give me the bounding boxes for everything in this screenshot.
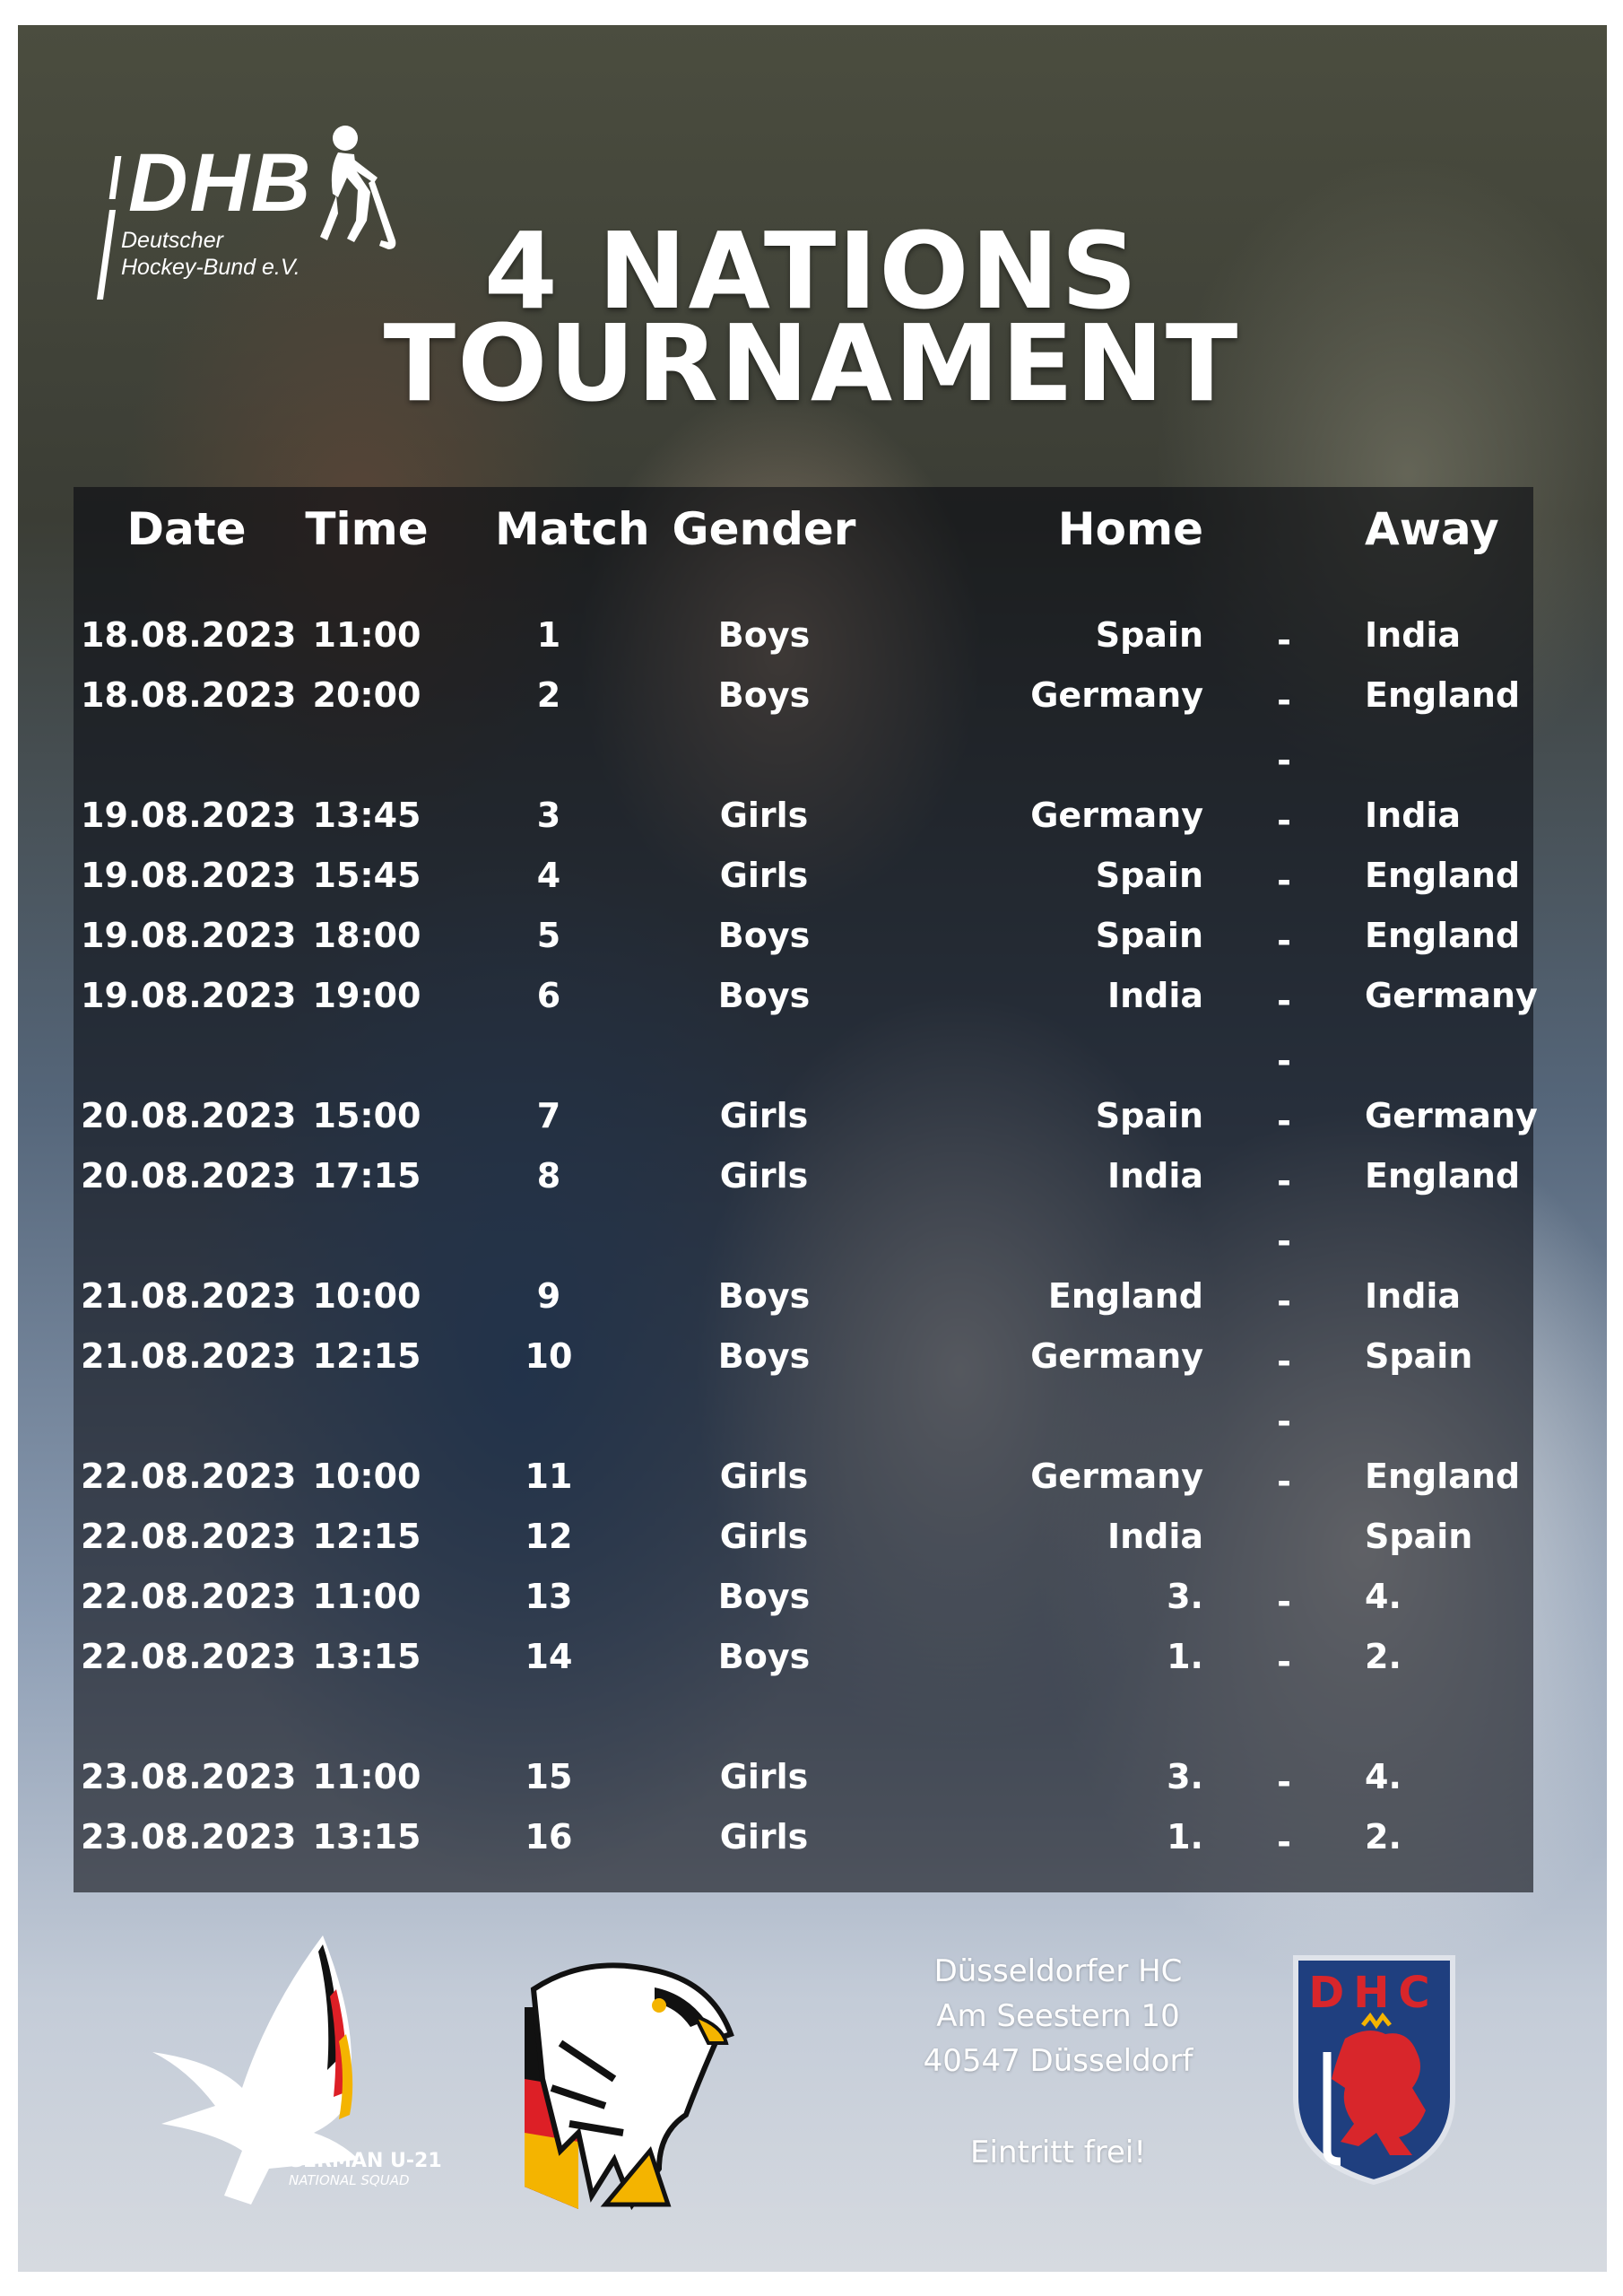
cell-away: Spain bbox=[1365, 1336, 1473, 1376]
cell-separator: - bbox=[1277, 1462, 1291, 1501]
cell-home: 3. bbox=[1167, 1757, 1203, 1796]
cell-match: 10 bbox=[525, 1336, 573, 1376]
cell-gender: Boys bbox=[717, 1276, 811, 1316]
cell-match: 14 bbox=[525, 1637, 573, 1676]
u21-line1: GERMAN U-21 bbox=[287, 2150, 442, 2172]
cell-separator: - bbox=[1277, 1582, 1291, 1622]
cell-home: 1. bbox=[1167, 1817, 1203, 1857]
cell-match: 16 bbox=[525, 1817, 573, 1857]
cell-match: 8 bbox=[536, 1156, 561, 1196]
cell-gender: Boys bbox=[717, 1637, 811, 1676]
table-row bbox=[74, 1637, 1533, 1697]
cell-separator: - bbox=[1277, 981, 1291, 1021]
cell-home: Germany bbox=[1030, 675, 1203, 715]
cell-date: 22.08.2023 bbox=[81, 1577, 297, 1616]
cell-match: 7 bbox=[536, 1096, 561, 1135]
cell-date: 19.08.2023 bbox=[81, 916, 297, 955]
table-row bbox=[74, 1396, 1533, 1457]
cell-gender: Boys bbox=[717, 1577, 811, 1616]
cell-home: India bbox=[1107, 1156, 1203, 1196]
cell-date: 21.08.2023 bbox=[81, 1336, 297, 1376]
cell-date: 19.08.2023 bbox=[81, 856, 297, 895]
u21-squad-logo bbox=[135, 1935, 442, 2231]
cell-separator: - bbox=[1277, 1402, 1291, 1441]
cell-gender: Boys bbox=[717, 976, 811, 1015]
cell-separator: - bbox=[1277, 1342, 1291, 1381]
cell-gender: Boys bbox=[717, 1336, 811, 1376]
cell-time: 15:00 bbox=[312, 1096, 421, 1135]
cell-time: 13:45 bbox=[312, 796, 421, 835]
header-match: Match bbox=[495, 503, 650, 555]
cell-home: England bbox=[1047, 1276, 1203, 1316]
header-gender: Gender bbox=[672, 503, 856, 555]
cell-away: 2. bbox=[1365, 1637, 1402, 1676]
poster-background bbox=[18, 25, 1607, 2272]
table-row bbox=[74, 976, 1538, 1036]
eagle-crest-logo bbox=[507, 1953, 740, 2222]
cell-separator: - bbox=[1277, 621, 1291, 660]
cell-home: Germany bbox=[1030, 1457, 1203, 1496]
dhc-club-logo bbox=[1291, 1953, 1457, 2187]
schedule-table bbox=[74, 487, 1538, 1892]
lion-shield-icon bbox=[1291, 1953, 1457, 2187]
cell-away: 2. bbox=[1365, 1817, 1402, 1857]
cell-away: England bbox=[1365, 916, 1521, 955]
cell-away: 4. bbox=[1365, 1757, 1402, 1796]
cell-separator: - bbox=[1277, 681, 1291, 720]
cell-away: England bbox=[1365, 856, 1521, 895]
table-row bbox=[74, 1577, 1533, 1637]
table-row bbox=[74, 1757, 1533, 1817]
cell-separator: - bbox=[1277, 1822, 1291, 1862]
table-row bbox=[74, 1817, 1533, 1877]
logo-line2: Hockey-Bund e.V. bbox=[121, 255, 300, 280]
header-home: Home bbox=[1057, 503, 1203, 555]
title-line1: 4 NATIONS bbox=[483, 209, 1140, 333]
table-row bbox=[74, 1096, 1538, 1156]
cell-gender: Girls bbox=[719, 1096, 809, 1135]
cell-away: India bbox=[1365, 796, 1462, 835]
cell-gender: Girls bbox=[719, 1457, 809, 1496]
cell-separator: - bbox=[1277, 861, 1291, 900]
cell-separator: - bbox=[1277, 1041, 1291, 1081]
cell-away: 4. bbox=[1365, 1577, 1402, 1616]
cell-gender: Girls bbox=[719, 1757, 809, 1796]
cell-separator: - bbox=[1277, 1282, 1291, 1321]
title-line2: TOURNAMENT bbox=[383, 301, 1240, 425]
table-row bbox=[74, 856, 1533, 916]
table-row bbox=[74, 615, 1533, 675]
table-row bbox=[74, 1517, 1533, 1577]
cell-match: 1 bbox=[536, 615, 561, 655]
cell-time: 11:00 bbox=[312, 1577, 421, 1616]
cell-home: Spain bbox=[1095, 1096, 1203, 1135]
cell-home: 3. bbox=[1167, 1577, 1203, 1616]
cell-separator: - bbox=[1277, 1161, 1291, 1201]
cell-time: 11:00 bbox=[312, 615, 421, 655]
cell-home: Spain bbox=[1095, 856, 1203, 895]
cell-match: 3 bbox=[536, 796, 561, 835]
cell-time: 17:15 bbox=[312, 1156, 421, 1196]
cell-match: 2 bbox=[536, 675, 561, 715]
cell-time: 11:00 bbox=[312, 1757, 421, 1796]
cell-away: Germany bbox=[1365, 976, 1538, 1015]
cell-separator: - bbox=[1277, 1222, 1291, 1261]
cell-away: Germany bbox=[1365, 1096, 1538, 1135]
header-time: Time bbox=[305, 503, 429, 555]
logo-line1: Deutscher bbox=[121, 228, 223, 253]
cell-match: 13 bbox=[525, 1577, 573, 1616]
cell-separator: - bbox=[1277, 1642, 1291, 1682]
table-row bbox=[74, 1697, 1533, 1757]
cell-gender: Boys bbox=[717, 916, 811, 955]
cell-gender: Girls bbox=[719, 1156, 809, 1196]
cell-separator: - bbox=[1277, 741, 1291, 780]
cell-time: 19:00 bbox=[312, 976, 421, 1015]
cell-time: 20:00 bbox=[312, 675, 421, 715]
cell-match: 12 bbox=[525, 1517, 573, 1556]
dhc-letters: DHC bbox=[1308, 1968, 1439, 2018]
venue-note: Eintritt frei! bbox=[970, 2135, 1146, 2170]
cell-away: India bbox=[1365, 615, 1462, 655]
cell-separator: - bbox=[1277, 801, 1291, 840]
cell-time: 13:15 bbox=[312, 1817, 421, 1857]
cell-date: 20.08.2023 bbox=[81, 1156, 297, 1196]
table-row bbox=[74, 1156, 1533, 1216]
u21-line2: NATIONAL SQUAD bbox=[289, 2172, 410, 2188]
cell-gender: Boys bbox=[717, 615, 811, 655]
cell-time: 10:00 bbox=[312, 1276, 421, 1316]
cell-match: 5 bbox=[536, 916, 561, 955]
cell-match: 11 bbox=[525, 1457, 573, 1496]
cell-gender: Boys bbox=[717, 675, 811, 715]
header-away: Away bbox=[1365, 503, 1499, 555]
cell-time: 15:45 bbox=[312, 856, 421, 895]
cell-away: England bbox=[1365, 675, 1521, 715]
table-row bbox=[74, 1036, 1533, 1096]
cell-time: 12:15 bbox=[312, 1517, 421, 1556]
cell-away: Spain bbox=[1365, 1517, 1473, 1556]
cell-time: 18:00 bbox=[312, 916, 421, 955]
logo-bar-top bbox=[109, 156, 122, 199]
cell-date: 22.08.2023 bbox=[81, 1517, 297, 1556]
cell-date: 22.08.2023 bbox=[81, 1637, 297, 1676]
cell-match: 4 bbox=[536, 856, 561, 895]
cell-gender: Girls bbox=[719, 1517, 809, 1556]
venue-line1: Düsseldorfer HC bbox=[933, 1953, 1183, 1989]
cell-date: 23.08.2023 bbox=[81, 1817, 297, 1857]
cell-date: 19.08.2023 bbox=[81, 976, 297, 1015]
eagle-icon bbox=[135, 1935, 442, 2231]
cell-separator: - bbox=[1277, 1101, 1291, 1141]
cell-date: 20.08.2023 bbox=[81, 1096, 297, 1135]
cell-date: 23.08.2023 bbox=[81, 1757, 297, 1796]
cell-date: 18.08.2023 bbox=[81, 675, 297, 715]
cell-date: 21.08.2023 bbox=[81, 1276, 297, 1316]
cell-match: 6 bbox=[536, 976, 561, 1015]
cell-time: 12:15 bbox=[312, 1336, 421, 1376]
cell-time: 10:00 bbox=[312, 1457, 421, 1496]
cell-separator: - bbox=[1277, 921, 1291, 961]
cell-home: India bbox=[1107, 976, 1203, 1015]
venue-line3: 40547 Düsseldorf bbox=[923, 2043, 1193, 2079]
table-row bbox=[74, 735, 1533, 796]
table-row bbox=[74, 1336, 1533, 1396]
cell-separator: - bbox=[1277, 1762, 1291, 1802]
cell-date: 19.08.2023 bbox=[81, 796, 297, 835]
cell-home: Germany bbox=[1030, 1336, 1203, 1376]
table-row bbox=[74, 675, 1533, 735]
table-row bbox=[74, 1457, 1533, 1517]
cell-home: India bbox=[1107, 1517, 1203, 1556]
cell-home: Germany bbox=[1030, 796, 1203, 835]
table-row bbox=[74, 1216, 1533, 1276]
cell-gender: Girls bbox=[719, 796, 809, 835]
cell-home: Spain bbox=[1095, 916, 1203, 955]
table-row bbox=[74, 1276, 1533, 1336]
cell-away: England bbox=[1365, 1457, 1521, 1496]
cell-away: England bbox=[1365, 1156, 1521, 1196]
header-date: Date bbox=[126, 503, 247, 555]
cell-match: 15 bbox=[525, 1757, 573, 1796]
table-row bbox=[74, 916, 1533, 976]
cell-date: 18.08.2023 bbox=[81, 615, 297, 655]
cell-gender: Girls bbox=[719, 1817, 809, 1857]
cell-gender: Girls bbox=[719, 856, 809, 895]
cell-home: 1. bbox=[1167, 1637, 1203, 1676]
cell-away: India bbox=[1365, 1276, 1462, 1316]
venue-line2: Am Seestern 10 bbox=[936, 1998, 1180, 2034]
cell-match: 9 bbox=[536, 1276, 561, 1316]
cell-home: Spain bbox=[1095, 615, 1203, 655]
logo-abbr: DHB bbox=[128, 137, 313, 229]
table-row bbox=[74, 796, 1533, 856]
eagle-head-crest-icon bbox=[507, 1953, 740, 2222]
cell-time: 13:15 bbox=[312, 1637, 421, 1676]
cell-date: 22.08.2023 bbox=[81, 1457, 297, 1496]
